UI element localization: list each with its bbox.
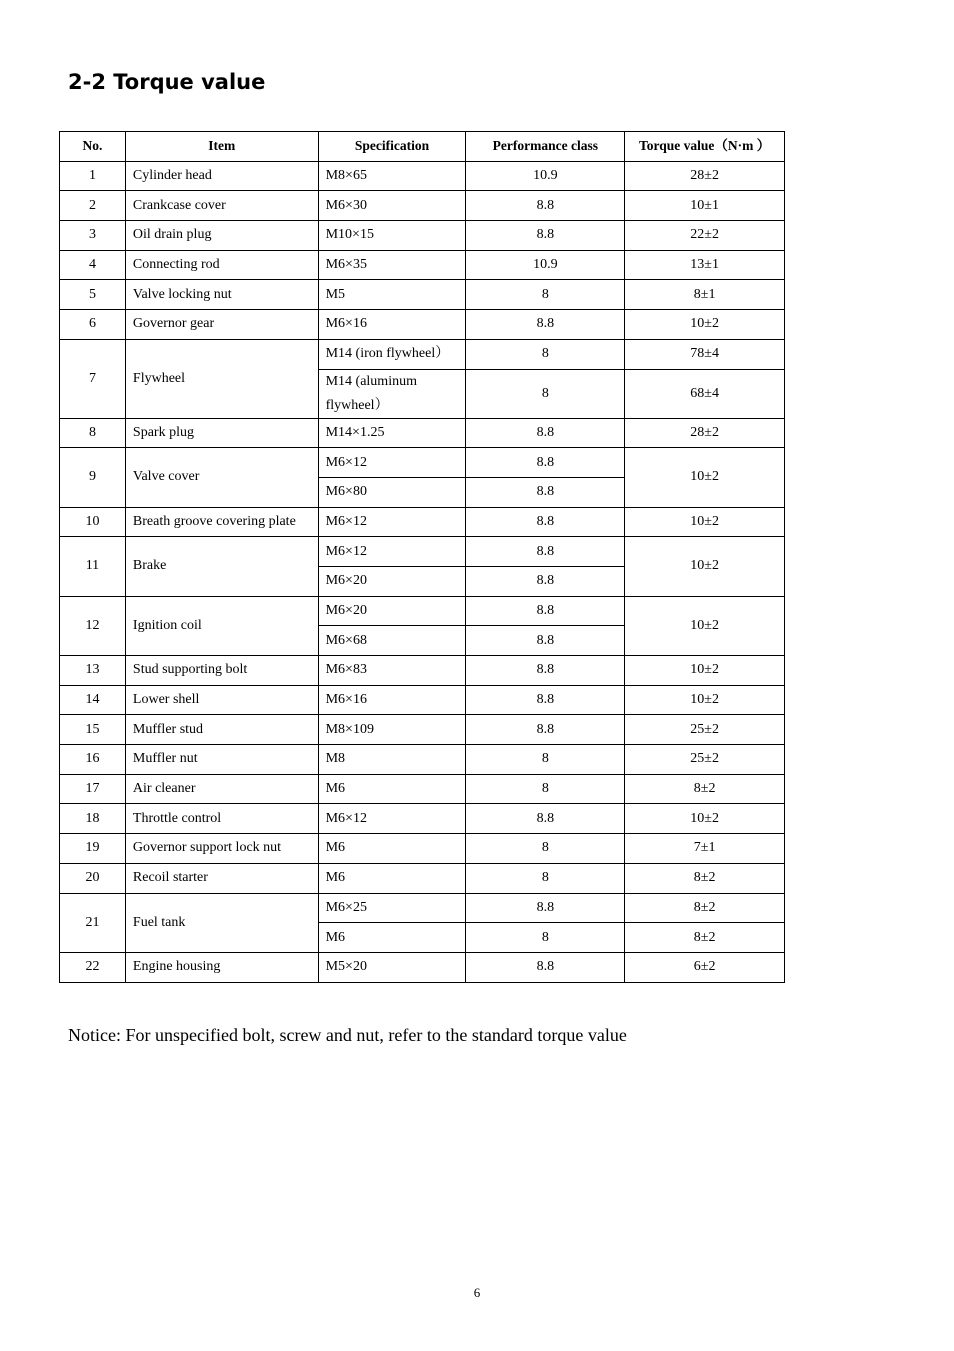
cell-no: 15 [60, 715, 126, 745]
cell-performance-class: 8.8 [466, 656, 625, 686]
cell-performance-class: 8.8 [466, 952, 625, 982]
cell-torque-value: 25±2 [625, 745, 785, 775]
torque-table [59, 131, 785, 983]
notice-text: Notice: For unspecified bolt, screw and nut, refer to the standard torque value [68, 1025, 627, 1045]
cell-specification: M14×1.25 [318, 418, 466, 448]
cell-torque-value: 10±2 [625, 656, 785, 686]
cell-torque-value: 10±2 [625, 804, 785, 834]
cell-torque-value: 10±2 [625, 685, 785, 715]
page-title: 2-2 Torque value [68, 70, 266, 94]
cell-performance-class: 8.8 [466, 310, 625, 340]
header-specification: Specification [318, 132, 466, 162]
cell-no: 5 [60, 280, 126, 310]
cell-specification: M6×30 [318, 191, 466, 221]
cell-no: 16 [60, 745, 126, 775]
cell-specification: M10×15 [318, 221, 466, 251]
cell-no: 21 [60, 893, 126, 952]
cell-specification: M6×16 [318, 685, 466, 715]
cell-specification: M5×20 [318, 952, 466, 982]
cell-specification: M6×12 [318, 804, 466, 834]
cell-specification: M6×35 [318, 250, 466, 280]
cell-no: 20 [60, 863, 126, 893]
cell-torque-value: 22±2 [625, 221, 785, 251]
cell-performance-class: 8 [466, 774, 625, 804]
cell-specification: M6×16 [318, 310, 466, 340]
cell-item: Crankcase cover [125, 191, 318, 221]
table-row [60, 537, 785, 567]
cell-performance-class: 8.8 [466, 715, 625, 745]
table-row [60, 418, 785, 448]
cell-item: Recoil starter [125, 863, 318, 893]
cell-performance-class: 8 [466, 745, 625, 775]
cell-no: 13 [60, 656, 126, 686]
table-header-row [60, 132, 785, 162]
cell-specification: M6×68 [318, 626, 466, 656]
cell-specification: M6×20 [318, 566, 466, 596]
cell-item: Governor gear [125, 310, 318, 340]
cell-torque-value: 10±1 [625, 191, 785, 221]
cell-performance-class: 8.8 [466, 221, 625, 251]
table-row [60, 448, 785, 478]
table-row [60, 191, 785, 221]
cell-torque-value: 10±2 [625, 596, 785, 655]
cell-torque-value: 8±2 [625, 893, 785, 923]
cell-item: Brake [125, 537, 318, 596]
cell-specification: M6 [318, 863, 466, 893]
cell-performance-class: 8 [466, 923, 625, 953]
cell-torque-value: 13±1 [625, 250, 785, 280]
cell-item: Oil drain plug [125, 221, 318, 251]
cell-specification: M14 (iron flywheel） [318, 339, 466, 369]
cell-item: Cylinder head [125, 161, 318, 191]
cell-torque-value: 68±4 [625, 369, 785, 418]
cell-performance-class: 8 [466, 369, 625, 418]
cell-specification: M6 [318, 774, 466, 804]
cell-torque-value: 10±2 [625, 310, 785, 340]
page-number: 6 [473, 1285, 481, 1300]
table-row [60, 339, 785, 369]
cell-specification: M6×80 [318, 477, 466, 507]
table-row [60, 280, 785, 310]
table-row [60, 952, 785, 982]
cell-specification: M8 [318, 745, 466, 775]
cell-item: Throttle control [125, 804, 318, 834]
cell-no: 2 [60, 191, 126, 221]
cell-specification: M6×12 [318, 448, 466, 478]
cell-no: 8 [60, 418, 126, 448]
cell-torque-value: 8±2 [625, 774, 785, 804]
table-row [60, 804, 785, 834]
cell-item: Muffler nut [125, 745, 318, 775]
table-row [60, 310, 785, 340]
cell-specification: M6×12 [318, 537, 466, 567]
cell-no: 19 [60, 834, 126, 864]
cell-performance-class: 8.8 [466, 448, 625, 478]
cell-item: Air cleaner [125, 774, 318, 804]
cell-no: 10 [60, 507, 126, 537]
header-item: Item [125, 132, 318, 162]
cell-torque-value: 10±2 [625, 448, 785, 507]
cell-torque-value: 8±1 [625, 280, 785, 310]
cell-item: Lower shell [125, 685, 318, 715]
cell-item: Flywheel [125, 339, 318, 418]
cell-specification: M6×12 [318, 507, 466, 537]
table-row [60, 685, 785, 715]
cell-torque-value: 10±2 [625, 537, 785, 596]
cell-no: 12 [60, 596, 126, 655]
cell-item: Valve locking nut [125, 280, 318, 310]
cell-no: 6 [60, 310, 126, 340]
cell-torque-value: 25±2 [625, 715, 785, 745]
cell-item: Engine housing [125, 952, 318, 982]
cell-item: Spark plug [125, 418, 318, 448]
cell-performance-class: 8.8 [466, 893, 625, 923]
cell-performance-class: 8.8 [466, 596, 625, 626]
cell-specification: M6×20 [318, 596, 466, 626]
table-row [60, 745, 785, 775]
table-row [60, 834, 785, 864]
cell-torque-value: 10±2 [625, 507, 785, 537]
cell-no: 22 [60, 952, 126, 982]
table-row [60, 221, 785, 251]
cell-torque-value: 78±4 [625, 339, 785, 369]
header-no: No. [60, 132, 126, 162]
cell-no: 3 [60, 221, 126, 251]
cell-performance-class: 8 [466, 834, 625, 864]
cell-torque-value: 28±2 [625, 161, 785, 191]
cell-item: Stud supporting bolt [125, 656, 318, 686]
cell-performance-class: 8.8 [466, 418, 625, 448]
table-body [60, 161, 785, 982]
cell-performance-class: 8.8 [466, 477, 625, 507]
table-row [60, 596, 785, 626]
cell-item: Valve cover [125, 448, 318, 507]
cell-torque-value: 8±2 [625, 863, 785, 893]
cell-no: 14 [60, 685, 126, 715]
cell-item: Breath groove covering plate [125, 507, 318, 537]
cell-performance-class: 8.8 [466, 537, 625, 567]
cell-performance-class: 8 [466, 280, 625, 310]
cell-item: Ignition coil [125, 596, 318, 655]
table-row [60, 863, 785, 893]
cell-performance-class: 8.8 [466, 626, 625, 656]
table-row [60, 161, 785, 191]
cell-specification: M14 (aluminum flywheel） [318, 369, 466, 418]
cell-torque-value: 6±2 [625, 952, 785, 982]
cell-specification: M6×25 [318, 893, 466, 923]
cell-specification: M5 [318, 280, 466, 310]
cell-no: 11 [60, 537, 126, 596]
cell-no: 4 [60, 250, 126, 280]
cell-performance-class: 8.8 [466, 191, 625, 221]
cell-item: Connecting rod [125, 250, 318, 280]
table-row [60, 774, 785, 804]
cell-specification: M8×109 [318, 715, 466, 745]
cell-no: 7 [60, 339, 126, 418]
cell-no: 9 [60, 448, 126, 507]
cell-performance-class: 10.9 [466, 161, 625, 191]
cell-torque-value: 8±2 [625, 923, 785, 953]
cell-item: Governor support lock nut [125, 834, 318, 864]
table-row [60, 507, 785, 537]
cell-no: 1 [60, 161, 126, 191]
cell-performance-class: 8.8 [466, 685, 625, 715]
table-row [60, 893, 785, 923]
cell-specification: M6 [318, 923, 466, 953]
cell-torque-value: 28±2 [625, 418, 785, 448]
cell-torque-value: 7±1 [625, 834, 785, 864]
cell-specification: M6 [318, 834, 466, 864]
cell-performance-class: 8 [466, 339, 625, 369]
header-performance-class: Performance class [466, 132, 625, 162]
cell-no: 17 [60, 774, 126, 804]
header-torque-value: Torque value（N·m ） [625, 132, 785, 162]
cell-specification: M8×65 [318, 161, 466, 191]
cell-no: 18 [60, 804, 126, 834]
table-row [60, 656, 785, 686]
cell-item: Muffler stud [125, 715, 318, 745]
table-row [60, 250, 785, 280]
cell-performance-class: 10.9 [466, 250, 625, 280]
cell-item: Fuel tank [125, 893, 318, 952]
table-row [60, 715, 785, 745]
cell-performance-class: 8.8 [466, 804, 625, 834]
cell-performance-class: 8 [466, 863, 625, 893]
cell-performance-class: 8.8 [466, 566, 625, 596]
cell-specification: M6×83 [318, 656, 466, 686]
cell-performance-class: 8.8 [466, 507, 625, 537]
